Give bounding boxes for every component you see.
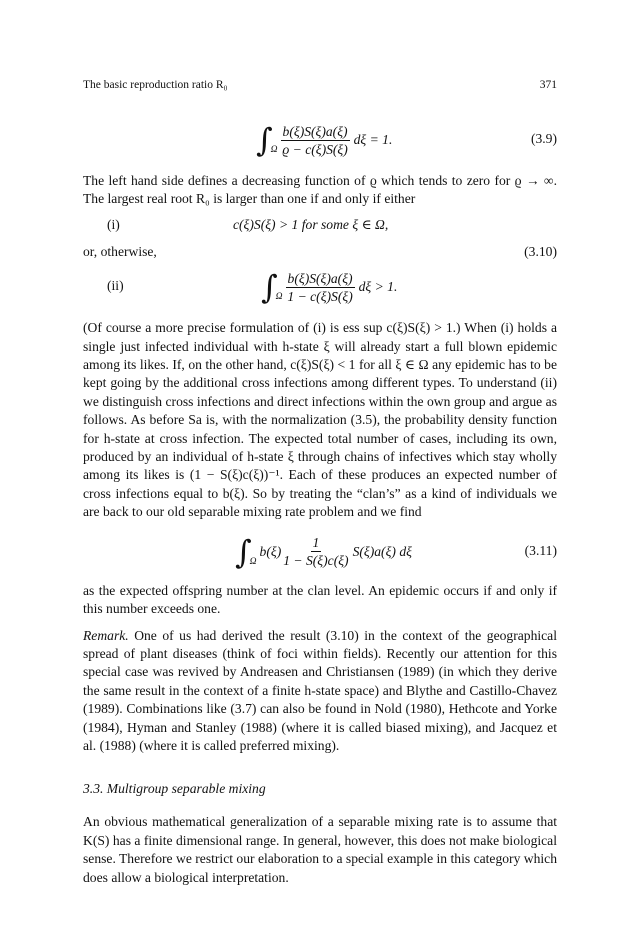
equation-prefix: b(ξ) (259, 543, 282, 559)
page-number: 371 (539, 79, 557, 91)
condition-i (83, 215, 557, 237)
otherwise-text: or, otherwise, (83, 243, 157, 259)
integral-domain: Ω (275, 292, 283, 303)
condition-i-expression: c(ξ)S(ξ) > 1 for some ξ ∈ Ω, (233, 216, 389, 232)
denominator: 1 − S(ξ)c(ξ) (283, 553, 349, 569)
equation-number: (3.10) (524, 243, 557, 259)
integral-domain: Ω (270, 145, 278, 155)
paragraph-1: The left hand side defines a decreasing function of ϱ which tends to zero for ϱ → ∞. The largest real root R₀ is larger than one if and only if either (83, 173, 557, 207)
otherwise-row (83, 243, 557, 261)
integral-domain: Ω (249, 556, 257, 567)
numerator: 1 (312, 535, 320, 551)
page (83, 78, 557, 887)
denominator: 1 − c(ξ)S(ξ) (287, 288, 353, 304)
remark-text: One of us had derived the result (3.10) in the context of the geographical spread of plant diseases (think of foci within fields). Recently our attention for this special case was revived by Andreasen and Christiansen (1989) (in which they derive the same result in the context of a finite h-state space) and Blythe and Castillo-Chavez (1989). Combinations like (3.7) can also be found in Nold (1980), Hethcote and Yorke (1984), Hyman and Stanley (1988) (where it is called biased mixing), and Jacquez et al. (1988) (where it is called preferred mixing). (83, 627, 557, 753)
numerator: b(ξ)S(ξ)a(ξ) (287, 270, 353, 286)
equation-tail: S(ξ)a(ξ) dξ (352, 543, 412, 559)
integral-sign: ∫ (235, 532, 252, 571)
condition-i-label: (i) (107, 216, 120, 232)
numerator: b(ξ)S(ξ)a(ξ) (282, 123, 348, 139)
equation-number: (3.9) (530, 131, 557, 146)
fraction (283, 535, 348, 568)
paragraph-2: (Of course a more precise formulation of (i) is ess sup c(ξ)S(ξ) > 1.) When (i) holds a single just infected individual with h-state ξ will already start a full blown epidemic among its likes. If, on the other hand, c(ξ)S(ξ) < 1 for all ξ ∈ Ω any epidemic has to be kept going by the additional cross infections among different types. To understand (ii) we distinguish cross infections and direct infections within the own group and argue as follows. As before Sa is, with the normalization (3.5), the probability density function for h-state at cross infection. The expected total number of cases, including its own, produced by an individual of h-state ξ through chains of infectives which stay wholly among its likes is (1 − S(ξ)c(ξ))⁻¹. Each of these produces an expected number of cross infections equal to b(ξ). So by treating the “clan’s” as a kind of individuals we are back to our old separable mixing rate problem and we find (83, 320, 557, 520)
integral-sign: ∫ (256, 121, 273, 159)
equation-3-9 (83, 114, 557, 166)
fraction (281, 124, 350, 157)
running-title: The basic reproduction ratio R₀ (83, 79, 228, 91)
integral-sign: ∫ (261, 268, 278, 307)
fraction (286, 271, 355, 304)
remark-paragraph (83, 627, 557, 756)
section-heading: 3.3. Multigroup separable mixing (83, 781, 266, 797)
denominator: ϱ − c(ξ)S(ξ) (282, 141, 348, 157)
equation-tail: dξ = 1. (353, 132, 393, 147)
remark-lead: Remark. (83, 627, 129, 643)
condition-ii (83, 261, 557, 311)
equation-3-11 (83, 526, 557, 578)
equation-number: (3.11) (524, 542, 557, 558)
paragraph-3: as the expected offspring number at the clan level. An epidemic occurs if and only if this number exceeds one. (83, 582, 557, 617)
condition-ii-label: (ii) (107, 278, 124, 294)
paragraph-4: An obvious mathematical generalization of a separable mixing rate is to assume that K(S) has a finite dimensional range. In general, however, this does not make biological sense. Therefore we restrict our elaboration to a special example in this category which does allow a biological interpretation. (83, 814, 557, 885)
running-header (83, 78, 557, 92)
equation-tail: dξ > 1. (358, 279, 398, 295)
